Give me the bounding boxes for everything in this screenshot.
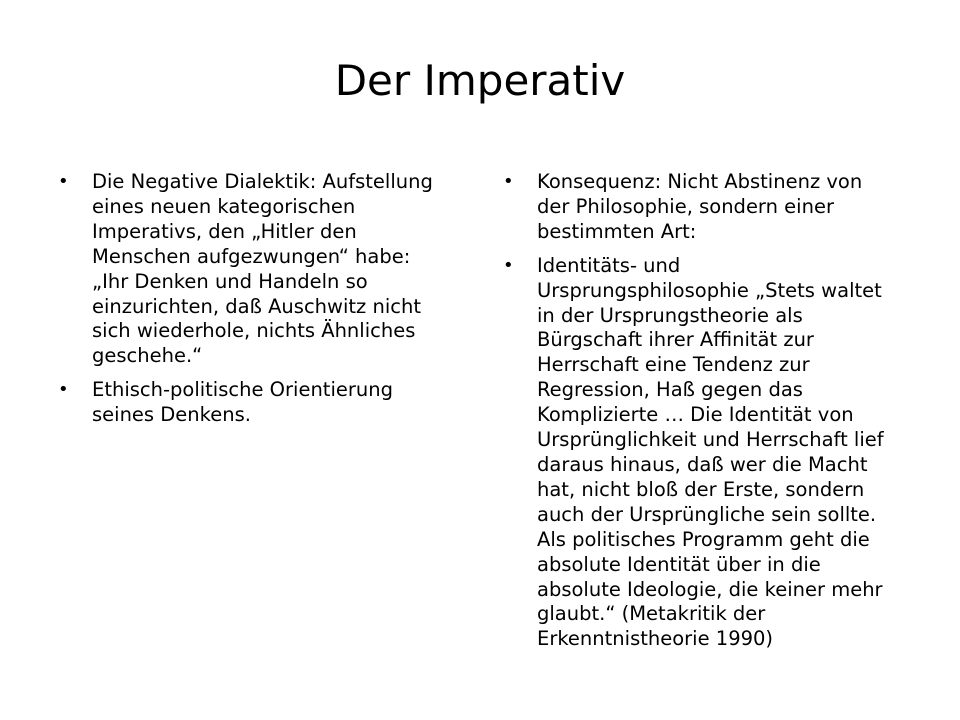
bullet-icon: • bbox=[58, 171, 69, 192]
bullet-item-ethisch-politisch bbox=[54, 378, 444, 428]
bullet-icon: • bbox=[503, 171, 514, 192]
right-bullet-list bbox=[499, 170, 889, 661]
bullet-item-negative-dialektik bbox=[54, 170, 444, 369]
bullet-text: Konsequenz: Nicht Abstinenz von der Philosophie, sondern einer bestimmten Art: bbox=[537, 170, 863, 243]
bullet-item-konsequenz bbox=[499, 170, 889, 245]
left-bullet-list bbox=[54, 170, 444, 437]
bullet-icon: • bbox=[58, 379, 69, 401]
bullet-item-identitaetsphilosophie bbox=[499, 254, 889, 653]
bullet-text: Identitäts- und Ursprungsphilosophie „Stets waltet in der Ursprungstheorie als Bürgschaft ihrer Affinität zur Herrschaft eine Tendenz zur Regression, Haß gegen das Komplizierte … Die Identität von Ursprünglichkeit und Herrschaft lief daraus hinaus, daß wer die Macht hat, nicht bloß der Erste, sondern auch der Ursprüngliche sein sollte. Als politisches Programm geht die absolute Identität über in die absolute Ideologie, die keiner mehr glaubt.“ (Metakritik der Erkenntnistheorie 1990) bbox=[537, 253, 884, 651]
bullet-text: Ethisch-politische Orientierung seines Denkens. bbox=[92, 378, 393, 427]
bullet-icon: • bbox=[503, 254, 514, 276]
bullet-text: Die Negative Dialektik: Aufstellung eines neuen kategorischen Imperativs, den „Hitler den Menschen aufgezwungen“ habe: „Ihr Denken und Handeln so einzurichten, daß Auschwitz nicht sich wiederhole, nichts Ähnliches geschehe.“ bbox=[92, 170, 433, 368]
slide-title: Der Imperativ bbox=[334, 56, 626, 105]
